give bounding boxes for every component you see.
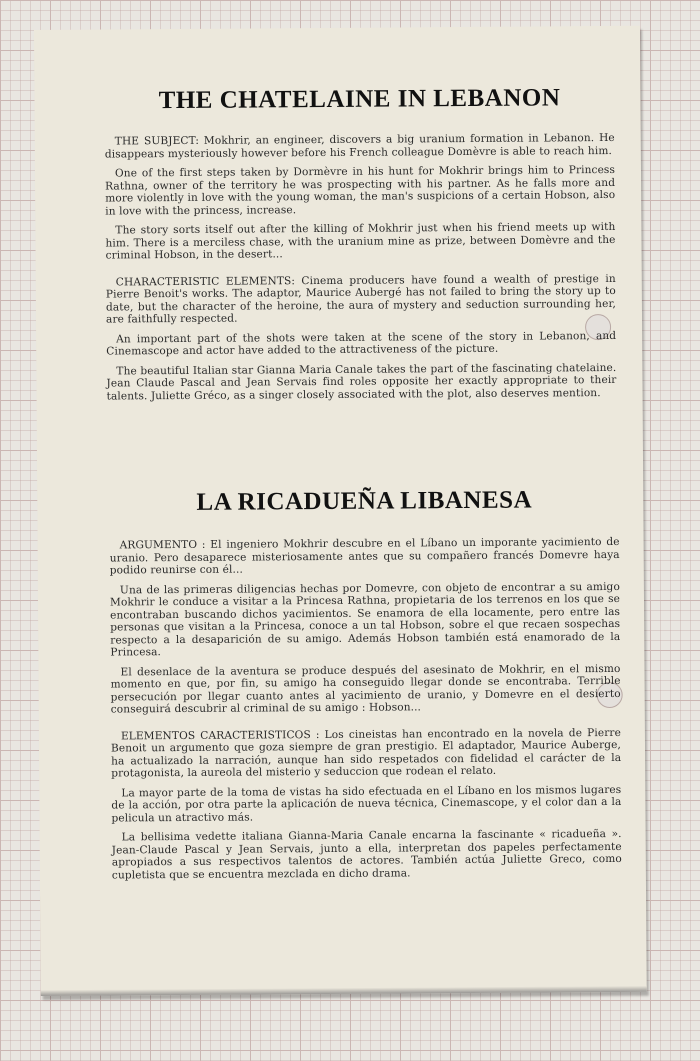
english-paragraph: An important part of the shots were taken at the scene of the story in Lebanon, and Cinemascope and actor have added to the attractiveness of the picture.	[106, 329, 617, 358]
english-section	[104, 84, 616, 410]
spanish-argumento-paragraph: ARGUMENTO : El ingeniero Mokhrir descubre en el Líbano un imporante yacimiento de uranio. Pero desaparece misteriosamente antes que su compañero francés Domevre haya podido reunirse con él...	[109, 535, 620, 577]
document-sheet	[34, 26, 647, 996]
english-elements-paragraph: CHARACTERISTIC ELEMENTS: Cinema producers have found a wealth of prestige in Pierre Benoit's works. The adaptor, Maurice Aubergé has not failed to bring the story up to date, but the character of the heroine, the aura of mystery and seduction surrounding her, are faithfully respected.	[105, 272, 616, 326]
spanish-paragraph: La mayor parte de la toma de vistas ha sido efectuada en el Líbano en los mismos lugares de la acción, por otra parte la aplicación de nueva técnica, Cinemascope, y el color dan a la pelicula un atractivo más.	[111, 783, 622, 824]
english-paragraph: One of the first steps taken by Dormèvre in his hunt for Mokhrir brings him to Princess Rathna, owner of the territory he was prospecting with his partner. As he falls more and more violently in love with the young woman, the man's suspicions of a certain Hobson, also in love with the princess, increase.	[105, 163, 616, 218]
english-title: THE CHATELAINE IN LEBANON	[158, 84, 561, 115]
spanish-paragraph: La bellisima vedette italiana Gianna-Maria Canale encarna la fascinante « ricadueña ». Jean-Claude Pascal y Jean Servais, junto a ella, interpretan dos papeles perfectamente apropiados a sus respectivos talentos de actores. También actúa Juliette Greco, como cupletista que se encuentra mezclada en dicho drama.	[111, 827, 622, 881]
spanish-paragraph: El desenlace de la aventura se produce después del asesinato de Mokhrir, en el mismo momento en que, por fin, su amigo ha conseguido llegar donde se encontraba. Terrible persecución por llegar cuanto antes al yacimiento de uranio, y Domevre en el desierto conseguirá descubrir al criminal de su amigo : Hobson...	[110, 662, 621, 716]
english-paragraph: The beautiful Italian star Gianna Maria Canale takes the part of the fascinating chatelaine. Jean Claude Pascal and Jean Servais find roles opposite her exactly appropriate to their talents. Juliette Gréco, as a singer closely associated with the plot, also deserves mention.	[106, 361, 617, 403]
spanish-elementos-paragraph: ELEMENTOS CARACTERISTICOS : Los cineistas han encontrado en la novela de Pierre Benoit un argumento que goza siempre de gran prestigio. El adaptador, Maurice Auberge, ha actualizado la narración, aunque han sido respetados con fidelidad el carácter de la protagonista, la aureola del misterio y seduccion que rodean el relato.	[110, 726, 622, 780]
spanish-paragraph: Una de las primeras diligencias hechas por Domevre, con objeto de encontrar a su amigo Mokhrir le conduce a visitar a la Princesa Rathna, propietaria de los terrenos en los que se encontraban buscando dichos yacimientos. Se enamora de ella locamente, pero entre las personas que visitan a la Princesa, conoce a un tal Hobson, sobre el que recaen sospechas respecto a la desaparición de su amigo. Además Hobson también está enamorado de la Princesa.	[109, 580, 621, 659]
spanish-title: LA RICADUEÑA LIBANESA	[196, 486, 533, 516]
spanish-section	[109, 486, 622, 889]
english-subject-paragraph: THE SUBJECT: Mokhrir, an engineer, discovers a big uranium formation in Lebanon. He disappears mysteriously however before his French colleague Domèvre is able to reach him.	[104, 131, 615, 161]
english-paragraph: The story sorts itself out after the killing of Mokhrir just when his friend meets up with him. There is a merciless chase, with the uranium mine as prize, between Domèvre and the criminal Hobson, in the desert...	[105, 220, 616, 262]
